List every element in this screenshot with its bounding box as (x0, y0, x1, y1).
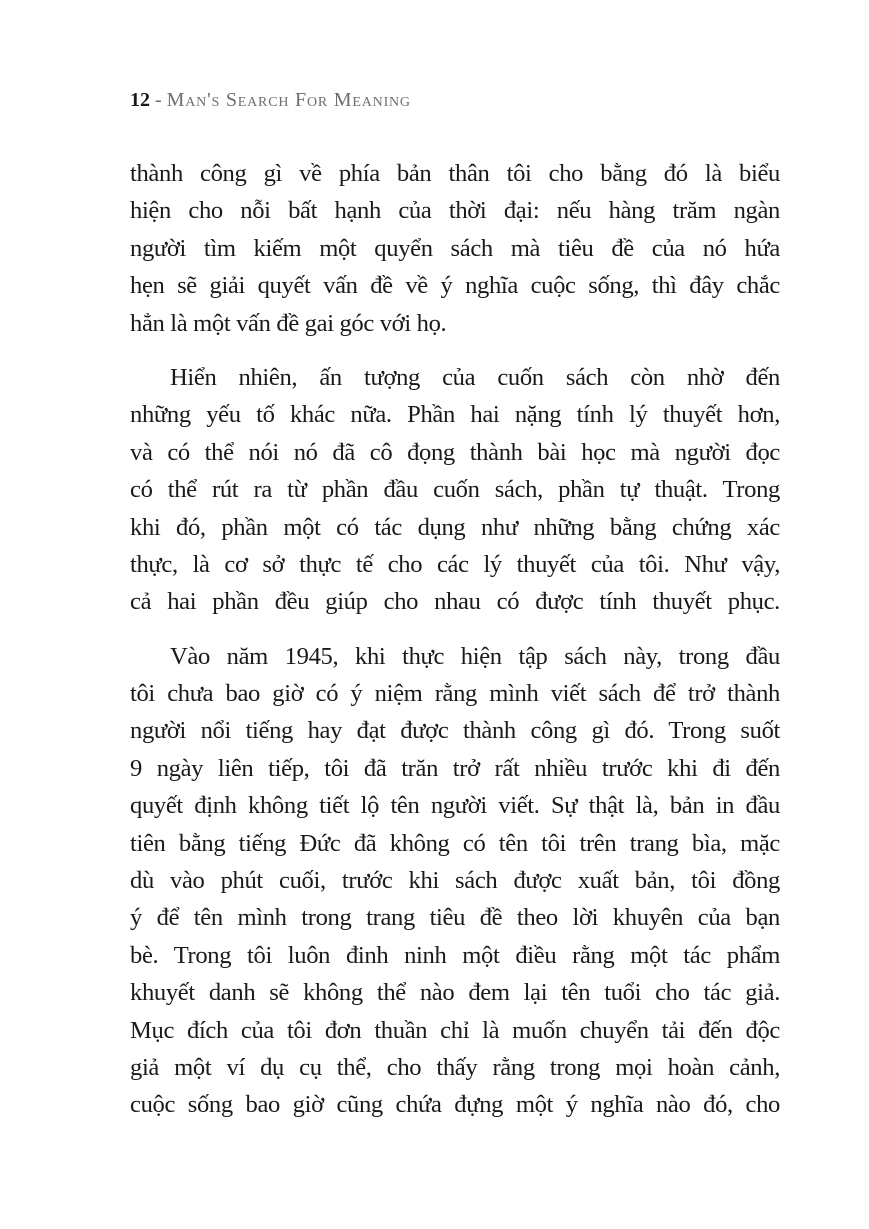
book-title: Man's Search For Meaning (166, 89, 411, 111)
text-line: thành công gì về phía bản thân tôi cho bằng đó là biểu (130, 160, 780, 187)
text-line: Mục đích của tôi đơn thuần chỉ là muốn chuyển tải đến độc (130, 1016, 780, 1044)
text-line: tiên bằng tiếng Đức đã không có tên tôi trên trang bìa, mặc (130, 829, 780, 857)
text-line: người nổi tiếng hay đạt được thành công gì đó. Trong suốt (130, 717, 780, 745)
text-line: người tìm kiếm một quyển sách mà tiêu đề của nó hứa (130, 234, 780, 262)
text-line: cuộc sống bao giờ cũng chứa đựng một ý nghĩa nào đó, cho (130, 1091, 780, 1119)
text-line: khi đó, phần một có tác dụng như những bằng chứng xác (130, 513, 780, 541)
text-line: thực, là cơ sở thực tế cho các lý thuyết của tôi. Như vậy, (130, 550, 780, 578)
text-line: bè. Trong tôi luôn đinh ninh một điều rằng một tác phẩm (130, 941, 780, 969)
body-text (130, 155, 780, 1124)
header-separator: - (150, 89, 167, 111)
paragraph-2 (130, 359, 780, 621)
text-line: quyết định không tiết lộ tên người viết. Sự thật là, bản in đầu (130, 792, 780, 820)
text-line: cả hai phần đều giúp cho nhau có được tính thuyết phục. (130, 588, 780, 616)
text-line: khuyết danh sẽ không thể nào đem lại tên tuổi cho tác giả. (130, 979, 780, 1007)
text-line: 9 ngày liên tiếp, tôi đã trăn trở rất nhiều trước khi đi đến (130, 754, 780, 782)
text-line: tôi chưa bao giờ có ý niệm rằng mình viết sách để trở thành (130, 680, 780, 708)
running-header (130, 86, 411, 114)
text-line: giả một ví dụ cụ thể, cho thấy rằng trong mọi hoàn cảnh, (130, 1053, 780, 1081)
text-line: dù vào phút cuối, trước khi sách được xuất bản, tôi đồng (130, 867, 780, 895)
text-line: ý để tên mình trong trang tiêu đề theo lời khuyên của bạn (130, 904, 780, 932)
text-line: Hiển nhiên, ấn tượng của cuốn sách còn nhờ đến (170, 363, 780, 391)
paragraph-1 (130, 155, 780, 342)
text-line: có thể rút ra từ phần đầu cuốn sách, phần tự thuật. Trong (130, 476, 780, 504)
text-line: Vào năm 1945, khi thực hiện tập sách này, trong đầu (170, 642, 780, 670)
text-line: và có thể nói nó đã cô đọng thành bài học mà người đọc (130, 438, 780, 466)
text-line: hẹn sẽ giải quyết vấn đề về ý nghĩa cuộc sống, thì đây chắc (130, 272, 780, 300)
paragraph-3 (130, 638, 780, 1124)
text-line: những yếu tố khác nữa. Phần hai nặng tính lý thuyết hơn, (130, 401, 780, 429)
text-line: hẳn là một vấn đề gai góc với họ. (130, 309, 447, 337)
page-number: 12 (130, 89, 150, 111)
text-line: hiện cho nỗi bất hạnh của thời đại: nếu hàng trăm ngàn (130, 197, 780, 225)
